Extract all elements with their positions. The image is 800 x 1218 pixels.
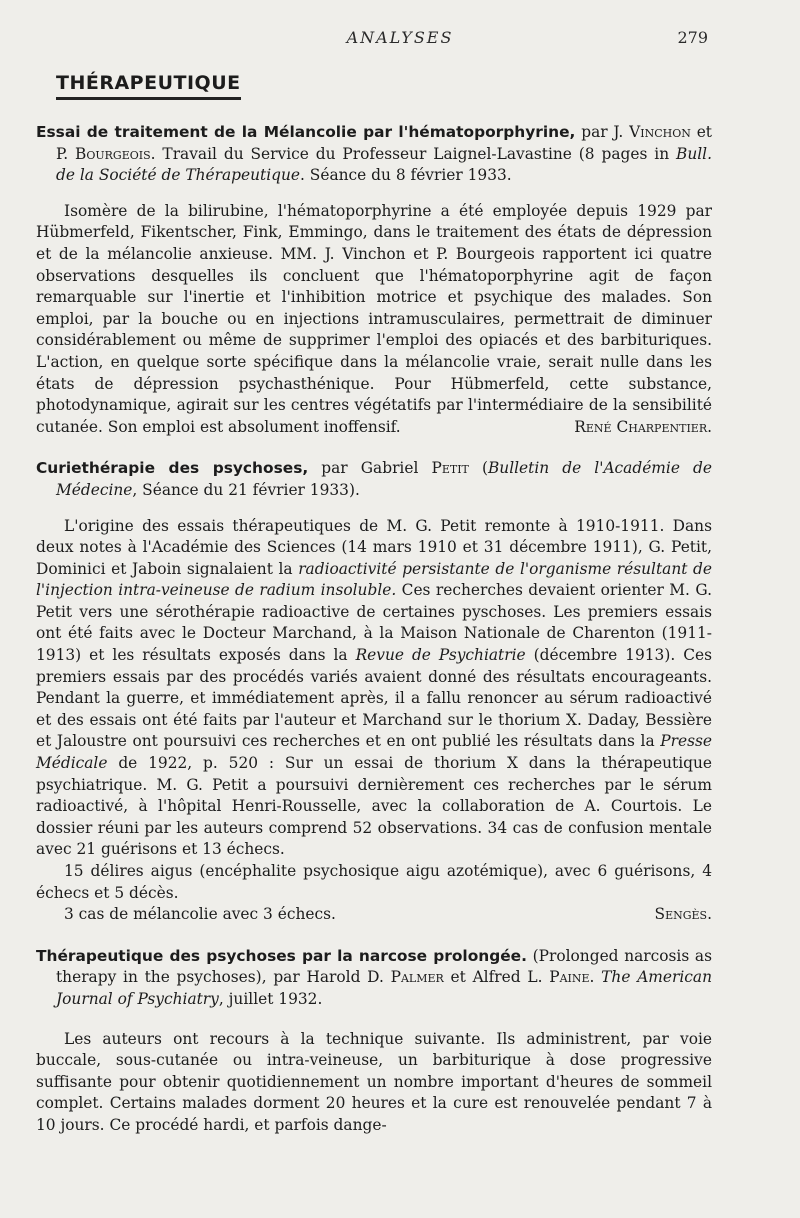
- article-2-signature: Sengès.: [654, 905, 712, 924]
- article-2-paragraph-1: L'origine des essais thérapeutiques de M. G. Petit remonte à 1910-1911. Dans deux notes à l'Académie des Sciences (14 mars 1910 et 31 décembre 1911), G. Petit, Dominici et Jaboin signalaient la radioactivité persistante de l'organisme résultant de l'injection intra-veineuse de radium insoluble. Ces recherches devaient orienter M. G. Petit vers une sérothérapie radioactive de certaines pyschoses. Les premiers essais ont été faits avec le Docteur Marchand, à la Maison Nationale de Charenton (1911-1913) et les résultats exposés dans la Revue de Psychiatrie (décembre 1913). Ces premiers essais par des procédés variés avaient donné des résultats encourageants. Pendant la guerre, et immédiatement après, il a fallu renoncer au sérum radioactivé et des essais ont été faits par l'auteur et Marchand sur le thorium X. Daday, Bessière et Jaloustre ont poursuivi ces recherches et en ont publié les résultats dans la Presse Médicale de 1922, p. 520 : Sur un essai de thorium X dans la thérapeutique psychiatrique. M. G. Petit a poursuivi dernièrement ces recherches par le sérum radioactivé, à l'hôpital Henri-Rousselle, avec la collaboration de A. Courtois. Le dossier réuni par les auteurs comprend 52 observations. 34 cas de confusion mentale avec 21 guérisons et 13 échecs.: [36, 516, 712, 859]
- article-2-heading: Curiethérapie des psychoses, par Gabriel Petit (Bulletin de l'Académie de Médecine, Séance du 21 février 1933).: [36, 459, 712, 499]
- article-2-author: Petit: [431, 459, 469, 478]
- article-1-heading: Essai de traitement de la Mélancolie par l'hématoporphyrine, par J. Vinchon et P. Bourgeois. Travail du Service du Professeur Laignel-Lavastine (8 pages in Bull. de la Société de Thérapeutique. Séance du 8 février 1933.: [36, 123, 712, 185]
- article-1-title: Essai de traitement de la Mélancolie par l'hématoporphyrine,: [36, 123, 576, 141]
- article-2-title: Curiethérapie des psychoses,: [36, 459, 309, 478]
- page-number: 279: [677, 28, 708, 47]
- article-2-paragraph-3: 3 cas de mélancolie avec 3 échecs. Sengès.: [36, 904, 712, 926]
- article-2-journal: Bulletin de l'Académie de Médecine: [56, 459, 712, 499]
- article-1-body: Isomère de la bilirubine, l'hématoporphyrine a été employée depuis 1929 par Hübmerfeld, Fikentscher, Fink, Emmingo, dans le traitement des états de dépression et de la mélancolie anxieuse. MM. J. Vinchon et P. Bourgeois rapportent ici quatre observations desquelles ils concluent que l'hématoporphyrine agit de façon remarquable sur l'inertie et l'inhibition motrice et psychique des malades. Son emploi, par la bouche ou en injections intramusculaires, permettrait de diminuer considérablement ou même de supprimer l'emploi des opiacés et des barbituriques. L'action, en quelque sorte spécifique dans la mélancolie vraie, serait nulle dans les états de dépression psychasthénique. Pour Hübmerfeld, cette substance, photodynamique, agirait sur les centres végétatifs par l'intermédiaire de la sensibilité cutanée. Son emploi est absolument inoffensif. René Charpentier.: [36, 201, 712, 439]
- article-3-heading: Thérapeutique des psychoses par la narcose prolongée. (Prolonged narcosis as therapy in the psychoses), par Harold D. Palmer et Alfred L. Paine. The American Journal of Psychiatry, juillet 1932.: [36, 946, 713, 1008]
- article-3-journal: The American Journal of Psychiatry: [56, 968, 713, 1008]
- article-column: [36, 122, 712, 1137]
- article-1-journal: Bull. de la Société de Thérapeutique: [56, 144, 712, 185]
- article-1-author-1: Vinchon: [629, 123, 691, 141]
- article-1-author-2: Bourgeois: [75, 144, 151, 163]
- section-title: THÉRAPEUTIQUE: [56, 72, 241, 100]
- article-3-author-1: Palmer: [390, 968, 444, 987]
- article-3-author-2: Paine: [549, 968, 590, 987]
- article-1-signature: René Charpentier.: [574, 417, 712, 436]
- article-3-title: Thérapeutique des psychoses par la narcose prolongée.: [36, 946, 527, 965]
- running-header: [0, 28, 800, 50]
- running-title: ANALYSES: [346, 28, 454, 47]
- article-3-body: Les auteurs ont recours à la technique suivante. Ils administrent, par voie buccale, sous-cutanée ou intra-veineuse, un barbiturique à dose progressive suffisante pour obtenir quotidiennement un nombre important d'heures de sommeil complet. Certains malades dorment 20 heures et la cure est renouvelée pendant 7 à 10 jours. Ce procédé hardi, et parfois dange-: [36, 1029, 712, 1134]
- article-2-paragraph-2: 15 délires aigus (encéphalite psychosique aigu azotémique), avec 6 guérisons, 4 échecs et 5 décès.: [36, 862, 712, 902]
